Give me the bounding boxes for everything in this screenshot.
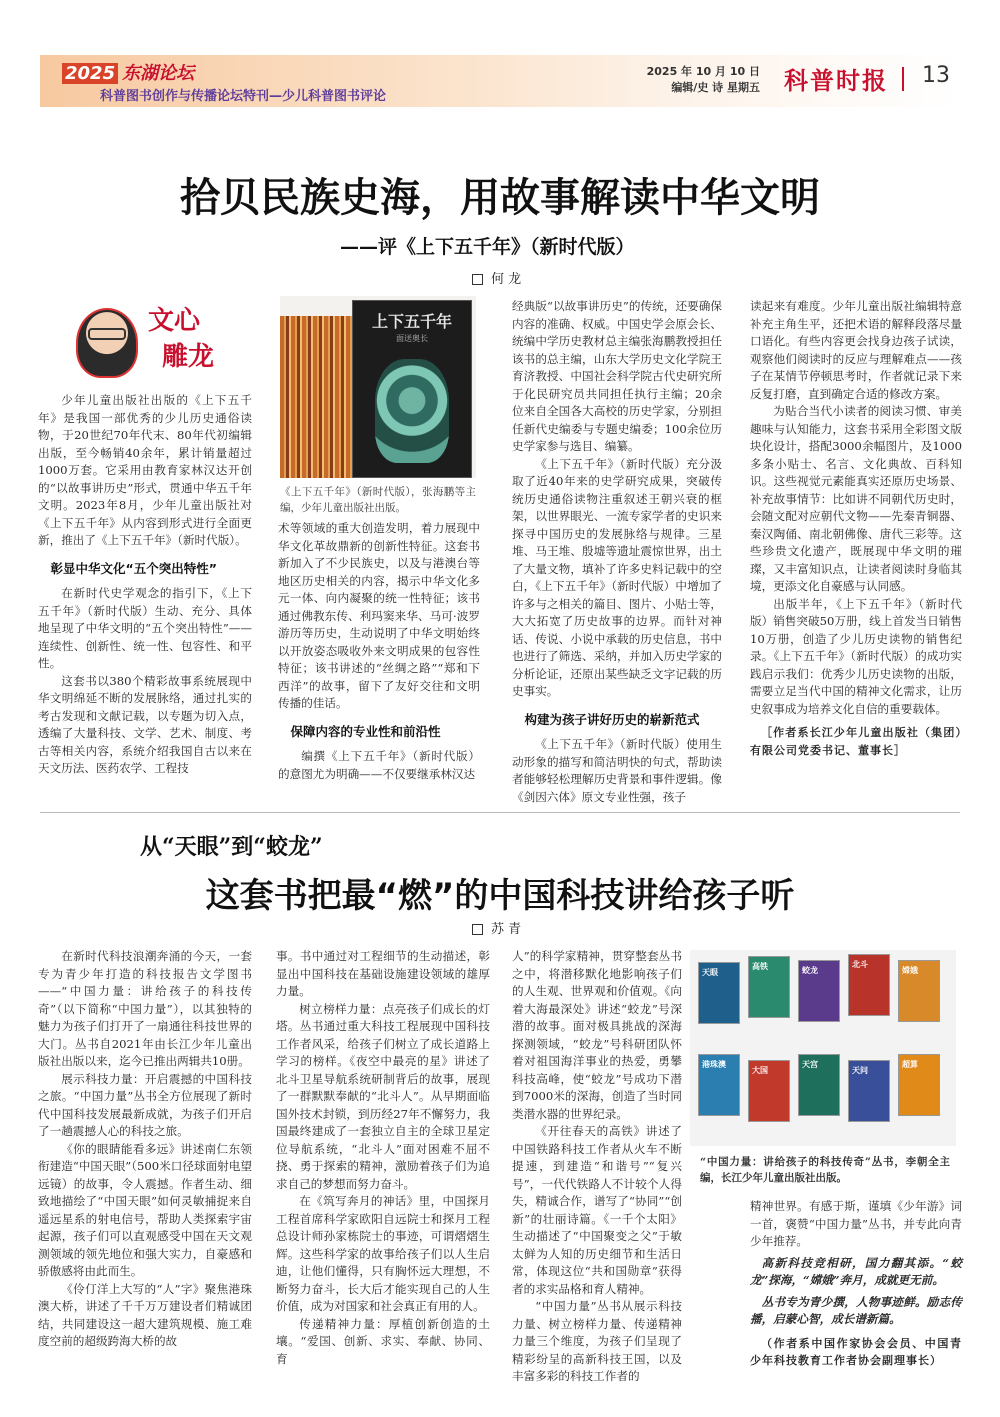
- paragraph: 在新时代科技浪潮奔涌的今天，一套专为青少年打造的科技报告文学图书——“中国力量：讲给孩子的科技传奇”（以下简称“中国力量”），以其独特的魅力为孩子们打开了一扇通往科技世界的大门。丛书自2021年由长江少年儿童出版社出版以来，迄今已推出两辑共10册。: [38, 949, 252, 1068]
- byline-box-icon: [472, 274, 483, 285]
- book-cover: [352, 300, 472, 478]
- paragraph: 展示科技力量：开启震撼的中国科技之旅。“中国力量”丛书全方位展现了新时代中国科技发展最新成就，为孩子们开启了一趟震撼人心的科技之旅。: [38, 1071, 252, 1138]
- paper-name: 科普时报: [784, 66, 888, 95]
- issue-date: 2025 年 10 月 10 日: [646, 65, 760, 78]
- book-cover-thumb: 天眼: [698, 962, 740, 1024]
- paragraph: 《上下五千年》（新时代版）充分汲取了近40年来的史学研究成果，突破传统历史通俗读物注重叙述王朝兴衰的框架，以世界眼光、一流专家学者的史识来探寻中国历史的发展脉络与规律。三星堆、马王堆、殷墟等遗址震惊世界，出土了大量文物，填补了许多史料记载中的空白，《上下五千年》（新时代版）中增加了许多与之相关的篇目、图片、小贴士等，大大拓宽了历史故事的边界。而针对神话、传说、小说中承载的历史信息，书中也进行了筛选、采纳，并加入历史学家的分析论证，还原出某些缺乏文字记载的历史事实。: [512, 456, 722, 698]
- book-cover-thumb: 高铁: [748, 956, 790, 1018]
- paragraph: 《开往春天的高铁》讲述了中国铁路科技工作者从火车不断提速，到建造“和谐号”“复兴号”，一代代铁路人不计较个人得失，精诚合作，谱写了“协同”“创新”的壮丽诗篇。《一千个太阳》生动描述了“中国聚变之父”于敏太鲜为人知的历史细节和生活日常，体现这位“共和国勋章”获得者的求实品格和育人精神。: [512, 1124, 682, 1296]
- paragraph: 编撰《上下五千年》（新时代版）的意图尤为明确——不仅要继承林汉达: [278, 749, 480, 781]
- forum-name: 东湖论坛: [122, 63, 195, 84]
- book-cover-thumb: 蛟龙: [798, 960, 840, 1022]
- paragraph: 精神世界。有感于斯，谨填《少年游》词一首，褒赞“中国力量”丛书，并专此向青少年推荐。: [750, 1199, 962, 1248]
- paragraph: 《上下五千年》（新时代版）使用生动形象的描写和简洁明快的句式，帮助读者能够轻松理解历史背景和事件逻辑。像《剑因六体》原文专业性强，孩子: [512, 737, 722, 804]
- paragraph: 事。书中通过对工程细节的生动描述，彰显出中国科技在基础设施建设领域的雄厚力量。: [276, 949, 490, 998]
- book-cover-thumb: 天宫: [798, 1054, 840, 1116]
- masthead-divider: [902, 67, 904, 91]
- article1-column-2: [278, 520, 480, 783]
- article2-title: 这套书把最“燃”的中国科技讲给孩子听: [205, 876, 795, 916]
- poem-stanza: 高新科技竞相研，国力翻其添。“蛟龙”探海，“嫦娥”奔月，成就更无前。: [750, 1255, 962, 1287]
- article1-column-1: [38, 392, 252, 778]
- section-heading: 保障内容的专业性和前沿性: [290, 723, 441, 739]
- page-masthead: [40, 55, 960, 107]
- section-heading: 构建为孩子讲好历史的崭新范式: [524, 711, 700, 727]
- article2-column-4: [750, 1198, 962, 1370]
- article2-column-2: [276, 948, 490, 1368]
- book-series-photo: [690, 950, 956, 1146]
- columnist-portrait: [76, 308, 138, 378]
- paragraph: 为贴合当代小读者的阅读习惯、审美趣味与认知能力，这套书采用全彩图文版块化设计，搭配3000余幅图片，及1000多条小贴士、名言、文化典故、百科知识。这些视觉元素能真实还原历史场景、补充故事情节：比如讲不同朝代历史时，会随文配对应朝代文物——先秦青铜器、秦汉陶俑、南北朝佛像、唐代三彩等。这些珍贵文化遗产，既展现中华文明的璀璨，又丰富知识点，让读者阅读时身临其境，更添文化自豪感与认同感。: [750, 404, 962, 593]
- masthead-right: [560, 61, 960, 101]
- paragraph: 读起来有难度。少年儿童出版社编辑特意补充主角生平，还把术语的解释段落尽量口语化。有些内容更会找身边孩子试读，观察他们阅读时的反应与理解难点——孩子在某情节停顿思考时，作者就记录下来反复打磨，直到确定合适的修改方案。: [750, 299, 962, 401]
- book-cover-thumb: 嫦娥: [898, 960, 940, 1022]
- paragraph: 在《筑写奔月的神话》里，中国探月工程首席科学家欧阳自远院士和探月工程总设计师孙家栋院士的事迹，可谓熠熠生辉。这些科学家的故事给孩子们以人生启迪，让他们懂得，只有胸怀远大理想，不断努力奋斗，长大后才能实现自己的人生价值，成为对国家和社会真正有用的人。: [276, 1194, 490, 1313]
- article1-subtitle: ——评《上下五千年》（新时代版）: [340, 236, 635, 258]
- article1-column-4: [750, 298, 962, 759]
- column-badge-line1: 文心: [148, 306, 201, 336]
- paragraph: 这套书以380个精彩故事系统展现中华文明绵延不断的发展脉络，通过扎实的考古发现和文献记载，以专题为切入点，透编了大量科技、文学、艺术、制度、考古等相关内容，系统介绍我国自古以来在天文历法、医药农学、工程技: [38, 673, 252, 775]
- book-cover-subtitle: 面送奥长: [396, 334, 428, 343]
- forum-year: 2025: [62, 63, 118, 84]
- column-badge-line2: 雕龙: [162, 342, 215, 372]
- article2-column-3: [512, 948, 682, 1386]
- paragraph: 人”的科学家精神，贯穿整套丛书之中，将潜移默化地影响孩子们的人生观、世界观和价值观。《向着大海最深处》讲述“蛟龙”号深潜的故事。面对极具挑战的深海探测领域，“蛟龙”号科研团队怀着对祖国海洋事业的热爱，勇攀科技高峰，使“蛟龙”号成功下潜到7000米的深海，创造了当时同类潜水器的世界纪录。: [512, 949, 682, 1121]
- book-photo: [280, 296, 476, 478]
- article2-byline: [472, 918, 521, 937]
- paragraph: 传递精神力量：厚植创新创造的土壤。“爱国、创新、求实、奉献、协同、育: [276, 1316, 490, 1366]
- paragraph: 少年儿童出版社出版的《上下五千年》是我国一部优秀的少儿历史通俗读物，于20世纪70年代末、80年代初编辑出版，至今畅销40余年，累计销量超过1000万套。它采用由教育家林汉达开创的“以故事讲历史”形式，贯通中华五千年文明。2023年8月，少年儿童出版社对《上下五千年》从内容到形式进行全面更新，推出了《上下五千年》（新时代版）。: [38, 393, 252, 547]
- byline-box-icon: [472, 924, 483, 935]
- forum-logo: [62, 59, 194, 85]
- article1-byline: [472, 268, 521, 287]
- author-note: （作者系中国作家协会会员、中国青少年科技教育工作者协会副理事长）: [750, 1336, 962, 1367]
- article1-author: 何 龙: [491, 272, 522, 287]
- paragraph: 在新时代史学观念的指引下，《上下五千年》（新时代版）生动、充分、具体地呈现了中华文明的“五个突出特性”——连续性、创新性、统一性、包容性、和平性。: [38, 586, 252, 670]
- article1-column-3: [512, 298, 722, 806]
- glasses-icon: [88, 328, 126, 340]
- page-number: 13: [922, 63, 950, 88]
- article2-column-1: [38, 948, 252, 1351]
- column-badge: [66, 298, 236, 378]
- paragraph: 出版半年，《上下五千年》（新时代版）销售突破50万册，线上首发当日销售10万册，创造了少儿历史读物的销售纪录。《上下五千年》（新时代版）的成功实践启示我们：优秀少儿历史读物的出版，需要立足当代中国的精神文化需求，让历史叙事成为培养文化自信的重要载体。: [750, 596, 962, 716]
- paragraph: “中国力量”丛书从展示科技力量、树立榜样力量、传递精神力量三个维度，为孩子们呈现了精彩纷呈的高新科技王国，以及丰富多彩的科技工作者的: [512, 1299, 682, 1383]
- paragraph: 《你的眼睛能看多远》讲述南仁东领衔建造“中国天眼”（500米口径球面射电望远镜）的故事，令人震撼。作者生动、细致地描绘了“中国天眼”如何灵敏捕捉来自遥远星系的射电信号，帮助人类探索宇宙起源，孩子们可以直观感受中国在天文观测领域的领先地位和强大实力，自豪感和骄傲感将由此而生。: [38, 1141, 252, 1278]
- paragraph: 《伶仃洋上大写的“人”字》聚焦港珠澳大桥，讲述了千千万万建设者们精诚团结，共同建设这一超大建筑规模、施工难度空前的超级跨海大桥的故: [38, 1281, 252, 1348]
- paragraph: 术等领域的重大创造发明，着力展现中华文化革故鼎新的创新性特征。这套书新加入了不少民族史，以及与港澳台等地区历史相关的内容，揭示中华文化多元一体、向内凝聚的统一性特征；该书通过佛教东传、利玛窦来华、马可·波罗游历等历史，生动说明了中华文明始终以开放姿态吸收外来文明成果的包容性特征；该书讲述的“丝绸之路”“郑和下西洋”的故事，留下了友好交往和文明传播的佳话。: [278, 521, 480, 710]
- section-divider: [40, 812, 960, 813]
- author-note: ［作者系长江少年儿童出版社（集团）有限公司党委书记、董事长］: [750, 726, 962, 757]
- poem-stanza: 丛书专为青少撰，人物事迹鲜。励志传播，启蒙心智，成长谱新篇。: [750, 1294, 962, 1326]
- book-cover-thumb: 天问: [848, 1060, 890, 1122]
- paragraph: 经典版“以故事讲历史”的传统，还要确保内容的准确、权威。中国史学会原会长、统编中学历史教材总主编张海鹏教授担任该书的总主编，山东大学历史文化学院王育济教授、中国社会科学院古代史研究所于化民研究员共同担任执行主编；20余位来自全国各大高校的历史学家，分别担任新代史编委与专题史编委；100余位历史学家参与选目、编纂。: [512, 299, 722, 453]
- article2-author: 苏 青: [491, 922, 522, 937]
- book-photo-caption: 《上下五千年》（新时代版），张海鹏等主编，少年儿童出版社出版。: [280, 486, 476, 514]
- paragraph: 树立榜样力量：点亮孩子们成长的灯塔。丛书通过重大科技工程展现中国科技工作者风采，给孩子们树立了成长道路上学习的榜样。《夜空中最亮的星》讲述了北斗卫星导航系统研制背后的故事，展现了一群默默奉献的“北斗人”。从早期面临国外技术封锁，到历经27年不懈努力，我国最终建成了一套独立自主的全球卫星定位导航系统，“北斗人”面对困难不屈不挠、勇于探索的精神，激励着孩子们为追求自己的梦想而努力奋斗。: [276, 1001, 490, 1191]
- article1-title: 拾贝民族史海，用故事解读中华文明: [180, 175, 820, 221]
- special-issue-line: 科普图书创作与传播论坛特刊—少儿科普图书评论: [100, 89, 387, 104]
- section-heading: 彰显中华文化“五个突出特性”: [50, 560, 217, 576]
- book-cover-thumb: 大国: [748, 1060, 790, 1122]
- article2-kicker: 从“天眼”到“蛟龙”: [140, 834, 323, 860]
- book-cover-thumb: 港珠澳: [698, 1054, 740, 1116]
- bronze-relic-icon: [375, 359, 449, 463]
- book-series-caption: “中国力量：讲给孩子的科技传奇”丛书，李朝全主编，长江少年儿童出版社出版。: [700, 1156, 950, 1184]
- book-cover-title: 上下五千年: [371, 312, 452, 331]
- book-cover-thumb: 北斗: [848, 954, 890, 1016]
- book-cover-thumb: 超算: [898, 1054, 940, 1116]
- editor-line: 编辑/史 诗 星期五: [671, 81, 760, 94]
